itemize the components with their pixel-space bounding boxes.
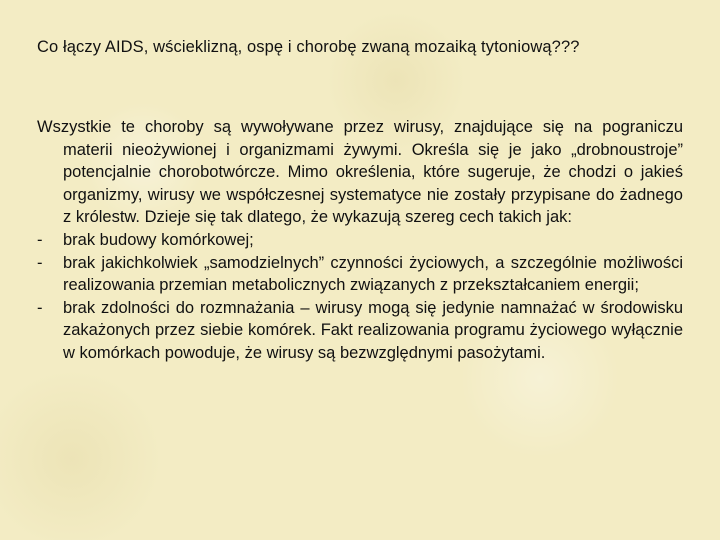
- list-item-text: brak jakichkolwiek „samodzielnych” czynności życiowych, a szczególnie możliwości realizowania przemian metabolicznych związanych z przekształcaniem energii;: [63, 253, 683, 295]
- bullet-dash: -: [37, 230, 43, 249]
- list-item: [37, 229, 683, 252]
- slide-body: [37, 116, 683, 365]
- list-item: [37, 252, 683, 297]
- list-item: [37, 297, 683, 365]
- bullet-dash: -: [37, 253, 43, 272]
- list-item-text: brak budowy komórkowej;: [63, 230, 254, 249]
- bullet-dash: -: [37, 298, 43, 317]
- slide-title: Co łączy AIDS, wścieklizną, ospę i chorobę zwaną mozaiką tytoniową???: [37, 38, 580, 56]
- intro-paragraph: Wszystkie te choroby są wywoływane przez wirusy, znajdujące się na pograniczu materii nieożywionej i organizmami żywymi. Określa się je jako „drobnoustroje” potencjalnie chorobotwórcze. Mimo określenia, które sugeruje, że chodzi o jakieś organizmy, wirusy we współczesnej systematyce nie zostały przypisane do żadnego z królestw. Dzieje się tak dlatego, że wykazują szereg cech takich jak:: [37, 118, 683, 227]
- list-item-text: brak zdolności do rozmnażania – wirusy mogą się jedynie namnażać w środowisku zakażonych przez siebie komórek. Fakt realizowania programu życiowego wyłącznie w komórkach powoduje, że wirusy są bezwzględnymi pasożytami.: [63, 298, 683, 362]
